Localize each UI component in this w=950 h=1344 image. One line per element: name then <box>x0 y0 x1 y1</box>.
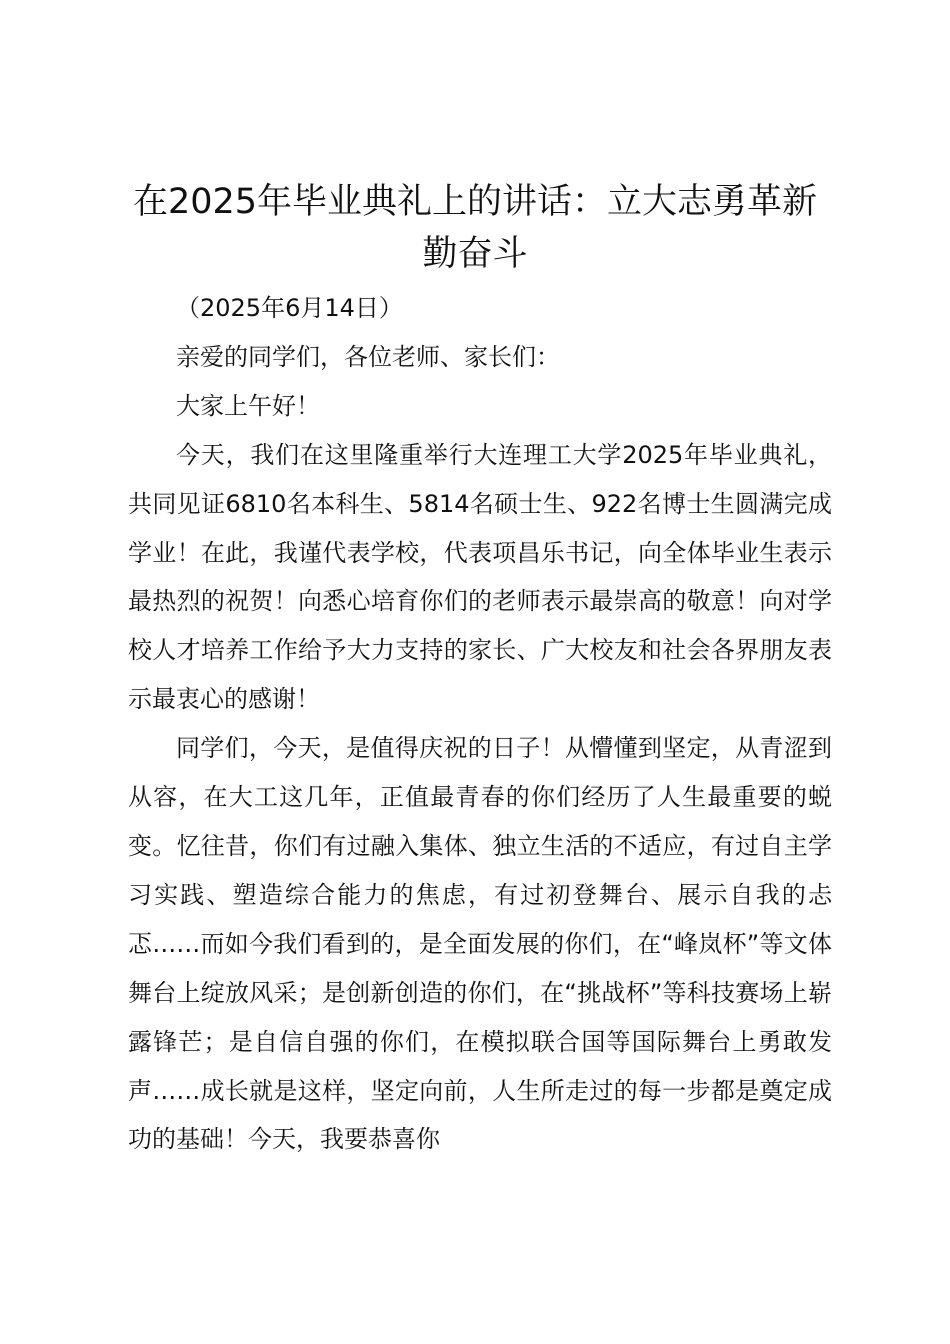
date-line: （2025年6月14日） <box>176 294 403 322</box>
paragraph: 今天，我们在这里隆重举行大连理工大学2025年毕业典礼，共同见证6810名本科生、5814名硕士生、922名博士生圆满完成学业！在此，我谨代表学校，代表项昌乐书记，向全体毕业生表示最热烈的祝贺！向悉心培育你们的老师表示最崇高的敬意！向对学校人才培养工作给予大力支持的家长、广大校友和社会各界朋友表示最衷心的感谢！ <box>128 440 832 714</box>
greeting: 大家上午好！ <box>176 391 320 420</box>
document-title: 在2025年毕业典礼上的讲话：立大志勇革新勤奋斗 <box>132 182 818 274</box>
document-body <box>128 284 832 1164</box>
salutation: 亲爱的同学们，各位老师、家长们： <box>176 342 560 371</box>
paragraph: 同学们，今天，是值得庆祝的日子！从懵懂到坚定，从青涩到从容，在大工这几年，正值最青春的你们经历了人生最重要的蜕变。忆往昔，你们有过融入集体、独立生活的不适应，有过自主学习实践、塑造综合能力的焦虑，有过初登舞台、展示自我的忐忑……而如今我们看到的，是全面发展的你们，在“峰岚杯”等文体舞台上绽放风采；是创新创造的你们，在“挑战杯”等科技赛场上崭露锋芒；是自信自强的你们，在模拟联合国等国际舞台上勇敢发声……成长就是这样，坚定向前，人生所走过的每一步都是奠定成功的基础！今天，我要恭喜你 <box>128 734 832 1154</box>
